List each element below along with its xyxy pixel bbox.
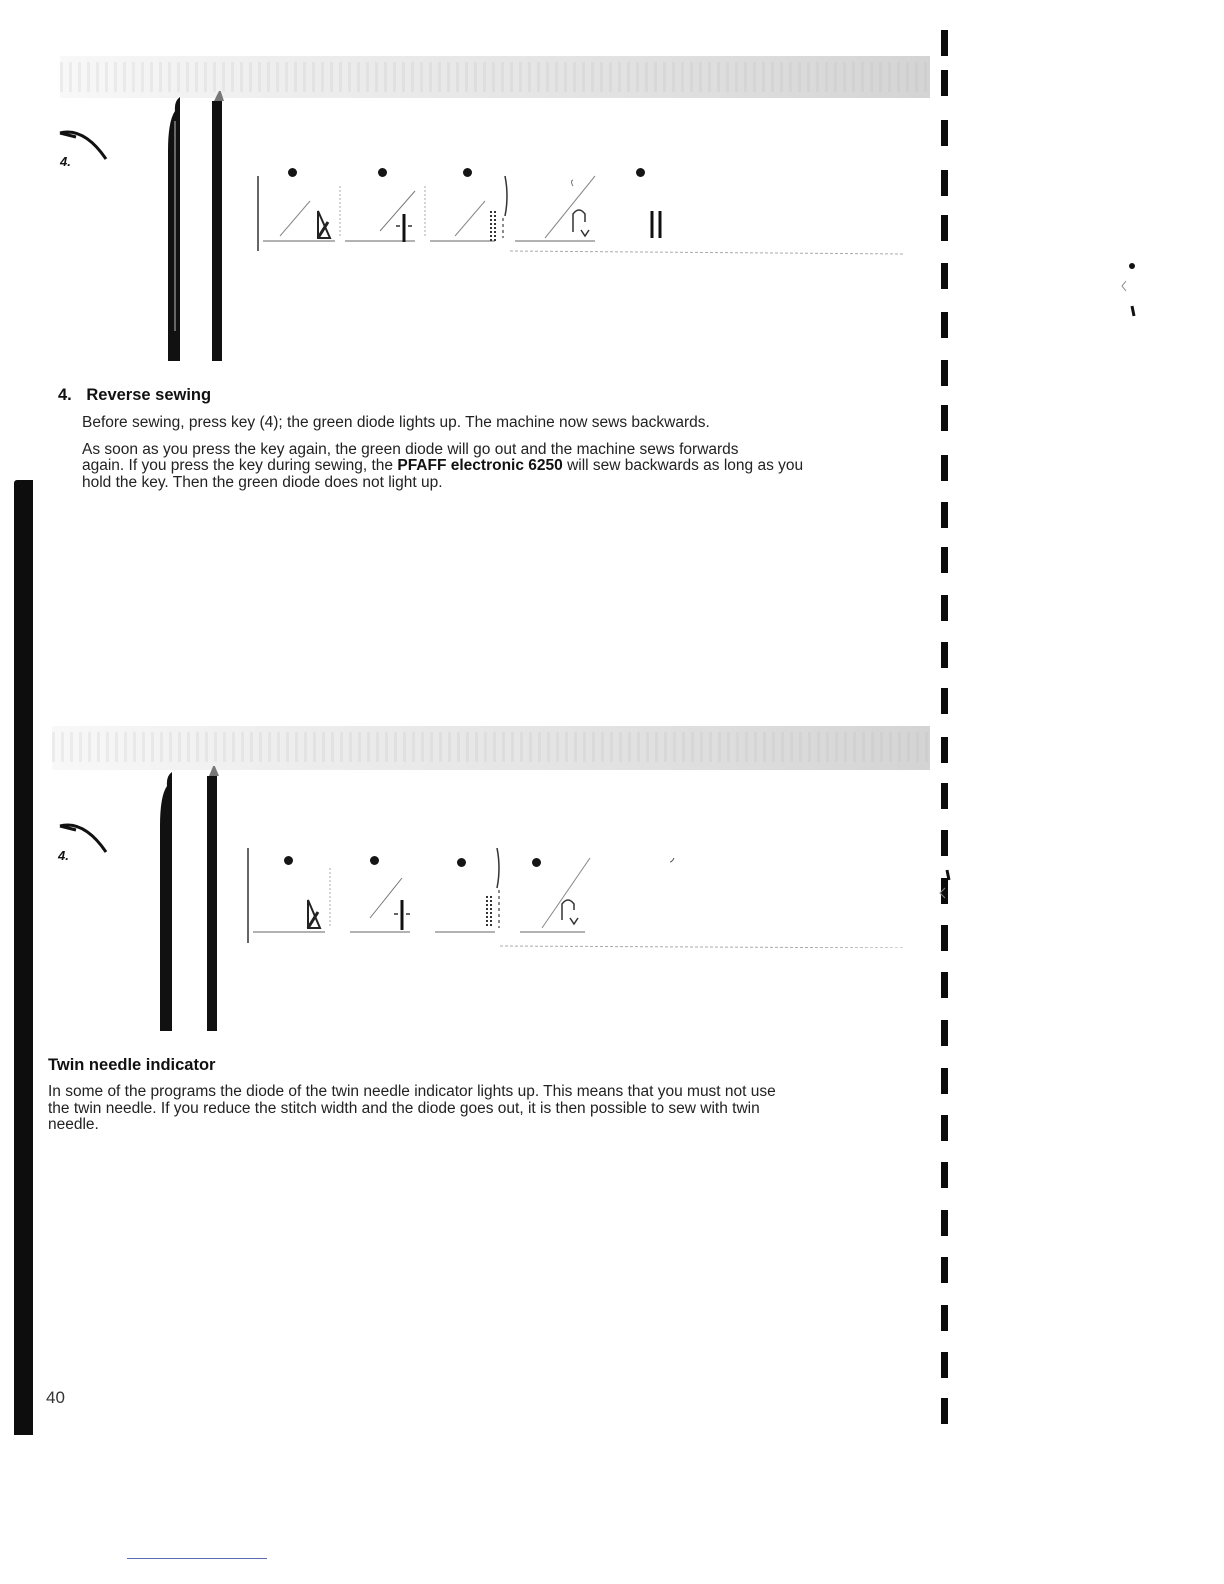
twin-needle-indicator <box>610 848 690 948</box>
binding-bar <box>14 480 33 1435</box>
needle-stop-key <box>260 848 340 948</box>
reverse-sewing-icon <box>535 156 615 256</box>
heading-text: Reverse sewing <box>86 386 212 404</box>
brand-name: PFAFF electronic 6250 <box>397 457 563 474</box>
paragraph-line: needle. <box>48 1116 99 1133</box>
footer-rule <box>127 1558 267 1559</box>
stitch-length-icon <box>445 156 525 256</box>
paragraph-line: Before sewing, press key (4); the green diode lights up. The machine now sews backwards. <box>82 414 710 431</box>
front-panel <box>255 156 925 266</box>
reverse-sewing-body <box>82 415 922 491</box>
needle-stop-key <box>270 156 350 256</box>
needle-position-key <box>360 156 440 256</box>
paragraph-line: As soon as you press the key again, the green diode will go out and the machine sews forwards <box>82 440 739 458</box>
needle-position-icon <box>350 848 430 948</box>
needle-bars <box>152 766 232 1034</box>
needle-stop-icon <box>260 848 340 948</box>
twin-needle-icon <box>610 848 690 948</box>
stitch-length-key <box>445 156 525 256</box>
step-label: 4. <box>60 154 71 169</box>
needle-position-key <box>350 848 430 948</box>
paragraph-line: hold the key. Then the green diode does not light up. <box>82 473 443 491</box>
reverse-sewing-key <box>535 156 615 256</box>
page-number: 40 <box>46 1388 65 1407</box>
paragraph-line: In some of the programs the diode of the twin needle indicator lights up. This means that you must not use <box>48 1083 776 1100</box>
heading-number: 4. <box>58 386 72 404</box>
needle-bars <box>160 91 240 366</box>
section-heading-reverse-sewing <box>58 386 211 405</box>
panel-edge-marks <box>935 868 955 938</box>
punch-holes <box>935 20 955 1440</box>
needle-position-icon <box>360 156 440 256</box>
twin-needle-indicator <box>630 156 710 256</box>
step-label: 4. <box>58 848 69 863</box>
reverse-sewing-icon <box>520 848 600 948</box>
paragraph-line: again. If you press the key during sewing, the PFAFF electronic 6250 will sew backwards as long as you <box>82 457 804 474</box>
panel-edge-marks <box>1120 256 1140 326</box>
twin-needle-icon <box>630 156 710 256</box>
stitch-length-icon <box>435 848 515 948</box>
control-panel-illustration <box>40 726 930 1026</box>
twin-needle-body <box>48 1084 918 1134</box>
needle-stop-icon <box>270 156 350 256</box>
reverse-sewing-key <box>520 848 600 948</box>
front-panel <box>245 848 915 958</box>
section-heading-twin-needle: Twin needle indicator <box>48 1056 216 1074</box>
stitch-length-key <box>435 848 515 948</box>
control-panel-illustration <box>40 56 930 356</box>
paragraph-line: the twin needle. If you reduce the stitch width and the diode goes out, it is then possible to sew with twin <box>48 1099 760 1117</box>
